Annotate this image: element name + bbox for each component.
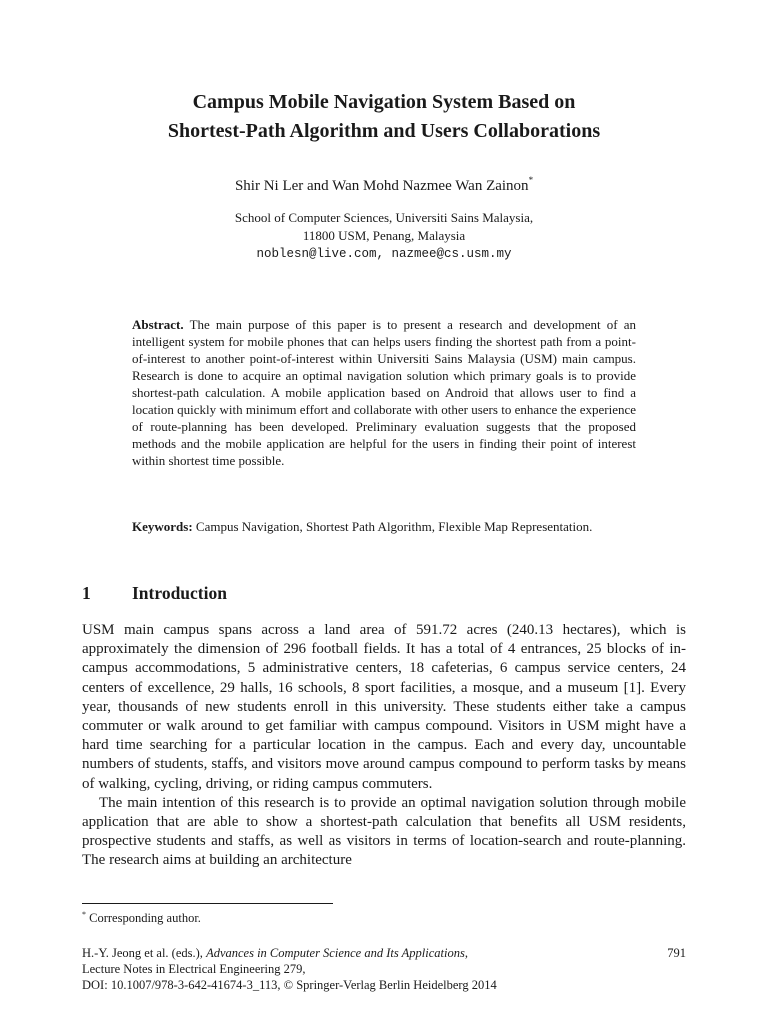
body-paragraph-1: USM main campus spans across a land area of 591.72 acres (240.13 hectares), which is approximately the dimension of 296 football fields. It has a total of 4 entrances, 25 blocks of in-campus accommodations, 5 administrative centers, 18 cafeterias, 6 campus service centers, 24 centers of excellence, 29 halls, 16 schools, 8 sport facilities, a mosque, and a museum [1]. Every year, thousands of new students enroll in this university. These students either take a campus commuter or walk around to get familiar with campus compound. Visitors in USM might have a hard time searching for a particular location in the campus. Each and every day, uncountable numbers of students, staffs, and visitors move around campus compound to perform tasks by means of walking, cycling, driving, or riding campus commuters. [82, 622, 686, 792]
footnote-divider [82, 903, 333, 904]
page-number: 791 [667, 946, 686, 960]
keywords [132, 518, 636, 535]
body-text [82, 621, 686, 871]
keywords-label: Keywords: [132, 519, 193, 534]
footnote [82, 910, 201, 926]
abstract-text: The main purpose of this paper is to present a research and development of an intelligent system for mobile phones that can helps users finding the shortest path from a point-of-interest to another point-of-interest within Universiti Sains Malaysia (USM) main campus. Research is done to acquire an optimal navigation solution which primary goals is to provide shortest-path calculation. A mobile application based on Android that allows user to find a location quickly with minimum effort and collaborate with other users to enhance the experience of route-planning has been developed. Preliminary evaluation suggests that the proposed methods and the mobile application are helpful for the users in finding their point of interest within shortest time possible. [132, 317, 636, 468]
paper-title [0, 88, 768, 146]
keywords-text: Campus Navigation, Shortest Path Algorithm, Flexible Map Representation. [195, 519, 593, 534]
abstract [132, 316, 636, 469]
title-line-1: Campus Mobile Navigation System Based on [192, 91, 576, 113]
author-emails: noblesn@live.com, nazmee@cs.usm.my [256, 247, 512, 261]
affiliation-line-1: School of Computer Sciences, Universiti Sains Malaysia, [234, 210, 534, 225]
corresponding-author-mark: * [528, 175, 534, 185]
author-list [0, 176, 768, 196]
citation-editors: H.-Y. Jeong et al. (eds.), [82, 946, 207, 960]
footnote-text: Corresponding author. [89, 911, 201, 925]
affiliation [0, 209, 768, 263]
abstract-label: Abstract. [132, 317, 184, 332]
citation-series: Lecture Notes in Electrical Engineering 279, [82, 962, 306, 976]
citation-comma: , [464, 946, 468, 960]
section-heading [82, 582, 227, 604]
affiliation-line-2: 11800 USM, Penang, Malaysia [302, 228, 466, 243]
citation-line-1 [82, 945, 602, 961]
citation-block [82, 945, 602, 993]
citation-book-title: Advances in Computer Science and Its Applications [206, 946, 465, 960]
citation-doi: DOI: 10.1007/978-3-642-41674-3_113, © Springer-Verlag Berlin Heidelberg 2014 [82, 978, 497, 992]
section-title: Introduction [132, 583, 227, 603]
author-names: Shir Ni Ler and Wan Mohd Nazmee Wan Zainon [234, 178, 529, 194]
title-line-2: Shortest-Path Algorithm and Users Collaborations [167, 120, 601, 142]
section-number: 1 [82, 583, 91, 603]
body-paragraph-2: The main intention of this research is to provide an optimal navigation solution through mobile application that are able to show a shortest-path calculation that benefits all USM residents, prospective students and staffs, as well as visitors in terms of location-search and route-planning. The research aims at building an architecture [82, 794, 686, 869]
footnote-mark: * [82, 910, 86, 919]
